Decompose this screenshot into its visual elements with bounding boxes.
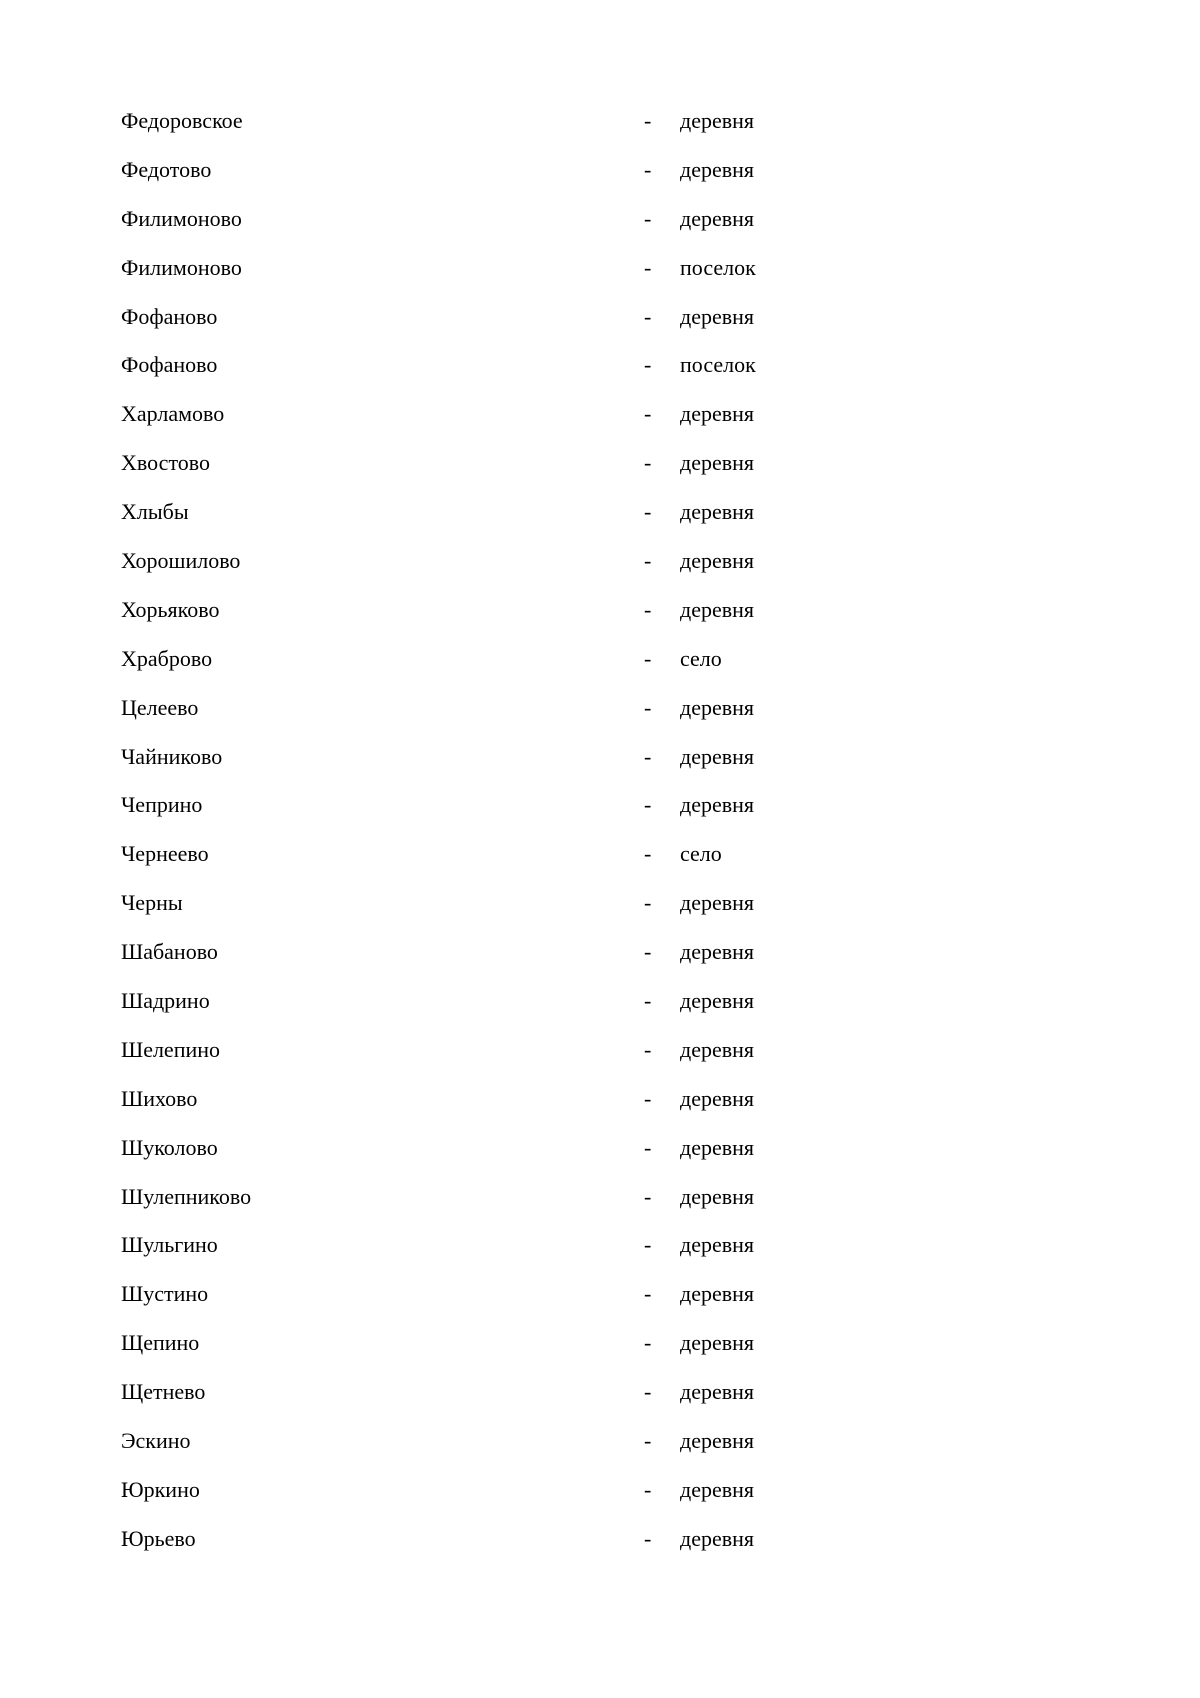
separator-dash: - [644, 401, 652, 427]
settlement-type: деревня [680, 1134, 755, 1160]
list-item [121, 1427, 1021, 1476]
settlement-name: Целеево [121, 694, 199, 720]
settlement-type: поселок [680, 352, 756, 378]
list-item [121, 791, 1021, 840]
list-item [121, 400, 1021, 449]
settlement-type: деревня [680, 156, 755, 182]
list-item [121, 1525, 1021, 1574]
settlement-type: деревня [680, 1428, 755, 1454]
settlement-name: Эскино [121, 1428, 191, 1454]
settlement-type: поселок [680, 254, 756, 280]
separator-dash: - [644, 1428, 652, 1454]
settlement-name: Хорошилово [121, 548, 241, 574]
list-item [121, 1476, 1021, 1525]
settlement-name: Филимоново [121, 205, 242, 231]
settlement-name: Шульгино [121, 1232, 218, 1258]
settlement-type: деревня [680, 1525, 755, 1551]
separator-dash: - [644, 548, 652, 574]
separator-dash: - [644, 1134, 652, 1160]
list-item [121, 303, 1021, 352]
settlement-type: деревня [680, 548, 755, 574]
list-item [121, 1378, 1021, 1427]
settlement-type: деревня [680, 205, 755, 231]
settlement-name: Чайниково [121, 743, 223, 769]
list-item [121, 351, 1021, 400]
separator-dash: - [644, 890, 652, 916]
list-item [121, 107, 1021, 156]
settlement-type: деревня [680, 1476, 755, 1502]
list-item [121, 1231, 1021, 1280]
settlement-name: Щетнево [121, 1379, 206, 1405]
settlement-type: деревня [680, 1085, 755, 1111]
settlement-type: деревня [680, 890, 755, 916]
separator-dash: - [644, 841, 652, 867]
settlement-type: село [680, 841, 722, 867]
settlement-type: деревня [680, 1183, 755, 1209]
list-item [121, 1280, 1021, 1329]
settlement-name: Шихово [121, 1085, 198, 1111]
separator-dash: - [644, 1085, 652, 1111]
separator-dash: - [644, 205, 652, 231]
settlement-list [121, 107, 1021, 1574]
separator-dash: - [644, 1525, 652, 1551]
settlement-name: Фофаново [121, 352, 218, 378]
list-item [121, 498, 1021, 547]
settlement-name: Шустино [121, 1281, 209, 1307]
settlement-type: село [680, 645, 722, 671]
settlement-name: Шулепниково [121, 1183, 252, 1209]
settlement-type: деревня [680, 450, 755, 476]
settlement-name: Филимоново [121, 254, 242, 280]
settlement-name: Юрьево [121, 1525, 196, 1551]
list-item [121, 1329, 1021, 1378]
separator-dash: - [644, 939, 652, 965]
separator-dash: - [644, 1281, 652, 1307]
separator-dash: - [644, 1379, 652, 1405]
settlement-name: Чеприно [121, 792, 203, 818]
list-item [121, 938, 1021, 987]
settlement-type: деревня [680, 1330, 755, 1356]
settlement-type: деревня [680, 792, 755, 818]
separator-dash: - [644, 108, 652, 133]
separator-dash: - [644, 743, 652, 769]
settlement-name: Шадрино [121, 988, 210, 1014]
settlement-type: деревня [680, 694, 755, 720]
settlement-name: Шуколово [121, 1134, 218, 1160]
list-item [121, 1036, 1021, 1085]
settlement-name: Юркино [121, 1476, 200, 1502]
list-item [121, 645, 1021, 694]
settlement-type: деревня [680, 1232, 755, 1258]
settlement-type: деревня [680, 1036, 755, 1062]
settlement-type: деревня [680, 1379, 755, 1405]
settlement-type: деревня [680, 988, 755, 1014]
separator-dash: - [644, 254, 652, 280]
separator-dash: - [644, 156, 652, 182]
settlement-type: деревня [680, 596, 755, 622]
list-item [121, 1183, 1021, 1232]
separator-dash: - [644, 1036, 652, 1062]
settlement-name: Хвостово [121, 450, 210, 476]
list-item [121, 596, 1021, 645]
settlement-name: Шабаново [121, 939, 218, 965]
settlement-name: Черны [121, 890, 183, 916]
list-item [121, 205, 1021, 254]
list-item [121, 743, 1021, 792]
separator-dash: - [644, 1476, 652, 1502]
settlement-name: Хорьяково [121, 596, 220, 622]
list-item [121, 1085, 1021, 1134]
settlement-name: Хлыбы [121, 499, 189, 525]
list-item [121, 547, 1021, 596]
settlement-name: Храброво [121, 645, 213, 671]
settlement-type: деревня [680, 108, 755, 133]
list-item [121, 987, 1021, 1036]
settlement-name: Шелепино [121, 1036, 221, 1062]
list-item [121, 449, 1021, 498]
settlement-name: Щепино [121, 1330, 200, 1356]
list-item [121, 694, 1021, 743]
settlement-name: Федотово [121, 156, 212, 182]
separator-dash: - [644, 450, 652, 476]
separator-dash: - [644, 596, 652, 622]
settlement-type: деревня [680, 499, 755, 525]
settlement-name: Чернеево [121, 841, 209, 867]
list-item [121, 1134, 1021, 1183]
separator-dash: - [644, 499, 652, 525]
separator-dash: - [644, 1232, 652, 1258]
separator-dash: - [644, 694, 652, 720]
separator-dash: - [644, 352, 652, 378]
separator-dash: - [644, 792, 652, 818]
separator-dash: - [644, 645, 652, 671]
separator-dash: - [644, 988, 652, 1014]
settlement-type: деревня [680, 743, 755, 769]
separator-dash: - [644, 1330, 652, 1356]
settlement-name: Фофаново [121, 303, 218, 329]
settlement-name: Харламово [121, 401, 225, 427]
list-item [121, 156, 1021, 205]
separator-dash: - [644, 303, 652, 329]
separator-dash: - [644, 1183, 652, 1209]
settlement-type: деревня [680, 1281, 755, 1307]
settlement-type: деревня [680, 401, 755, 427]
settlement-type: деревня [680, 939, 755, 965]
list-item [121, 840, 1021, 889]
settlement-type: деревня [680, 303, 755, 329]
list-item [121, 254, 1021, 303]
list-item [121, 889, 1021, 938]
settlement-name: Федоровское [121, 108, 243, 133]
